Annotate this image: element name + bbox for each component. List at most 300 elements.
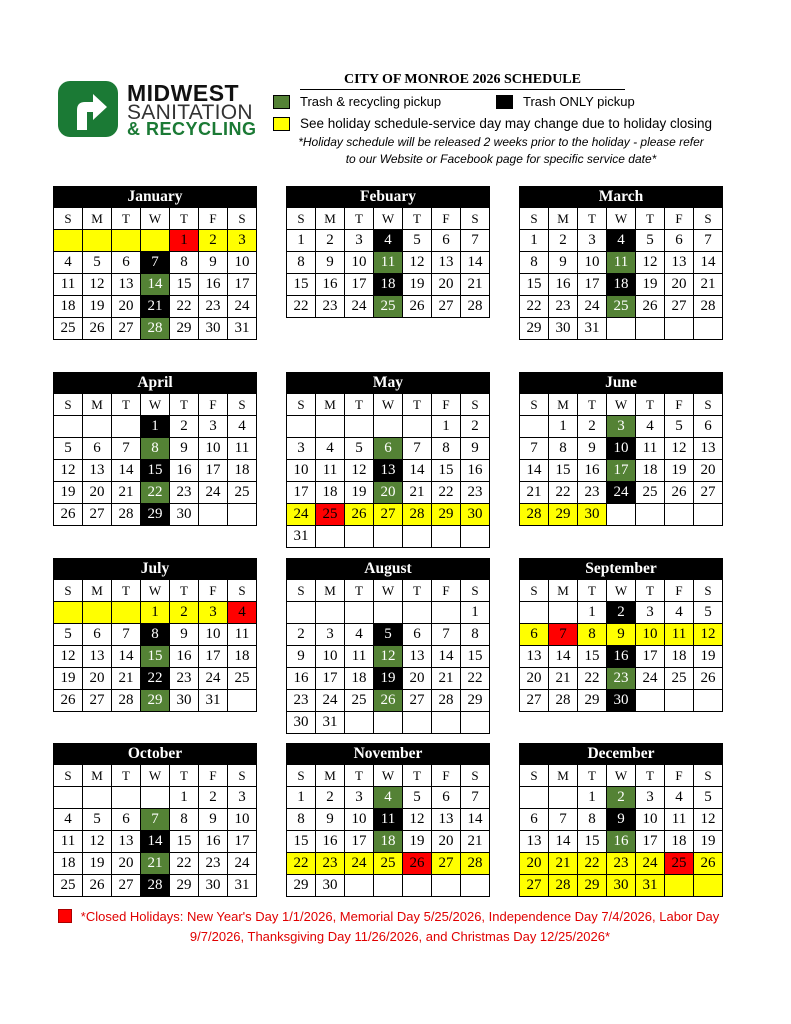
- day-cell: 10: [607, 438, 636, 460]
- day-cell: 2: [170, 416, 199, 438]
- empty-day-cell: [345, 712, 374, 734]
- logo-text-line2: SANITATION: [127, 101, 253, 124]
- day-cell: 6: [112, 252, 141, 274]
- empty-day-cell: [665, 318, 694, 340]
- empty-day-cell: [636, 318, 665, 340]
- empty-day-cell: [54, 230, 83, 252]
- day-cell: 9: [199, 252, 228, 274]
- month-october: [53, 743, 257, 897]
- empty-day-cell: [461, 526, 490, 548]
- weekday-header: S: [694, 765, 723, 787]
- day-cell: 10: [287, 460, 316, 482]
- day-cell: 4: [665, 787, 694, 809]
- day-cell: 14: [461, 809, 490, 831]
- month-july: [53, 558, 257, 712]
- day-cell: 8: [578, 624, 607, 646]
- day-cell: 12: [83, 831, 112, 853]
- weekday-header: F: [665, 394, 694, 416]
- day-cell: 16: [549, 274, 578, 296]
- holiday-note-line1: *Holiday schedule will be released 2 weeks prior to the holiday - please refer: [298, 135, 704, 149]
- day-cell: 14: [141, 831, 170, 853]
- day-cell: 17: [607, 460, 636, 482]
- day-cell: 6: [432, 230, 461, 252]
- day-cell: 19: [83, 853, 112, 875]
- day-cell: 26: [54, 690, 83, 712]
- day-cell: 23: [170, 668, 199, 690]
- day-cell: 18: [54, 296, 83, 318]
- empty-day-cell: [636, 690, 665, 712]
- day-cell: 17: [345, 274, 374, 296]
- day-cell: 13: [112, 274, 141, 296]
- day-cell: 24: [607, 482, 636, 504]
- day-cell: 25: [228, 482, 257, 504]
- day-cell: 2: [316, 787, 345, 809]
- day-cell: 21: [461, 274, 490, 296]
- day-cell: 18: [607, 274, 636, 296]
- day-cell: 4: [228, 602, 257, 624]
- day-cell: 16: [199, 274, 228, 296]
- day-cell: 28: [549, 690, 578, 712]
- day-cell: 6: [112, 809, 141, 831]
- day-cell: 6: [83, 438, 112, 460]
- day-cell: 12: [54, 460, 83, 482]
- day-cell: 22: [578, 853, 607, 875]
- day-cell: 6: [403, 624, 432, 646]
- day-cell: 28: [112, 504, 141, 526]
- empty-day-cell: [520, 787, 549, 809]
- month-march: [519, 186, 723, 340]
- weekday-header: M: [316, 765, 345, 787]
- day-cell: 23: [461, 482, 490, 504]
- weekday-header: F: [199, 580, 228, 602]
- day-cell: 1: [170, 787, 199, 809]
- day-cell: 8: [287, 809, 316, 831]
- weekday-header: F: [432, 765, 461, 787]
- empty-day-cell: [374, 526, 403, 548]
- day-cell: 4: [665, 602, 694, 624]
- empty-day-cell: [432, 526, 461, 548]
- day-cell: 15: [520, 274, 549, 296]
- empty-day-cell: [403, 712, 432, 734]
- weekday-header: M: [83, 580, 112, 602]
- day-cell: 6: [432, 787, 461, 809]
- day-cell: 10: [199, 438, 228, 460]
- day-cell: 4: [374, 787, 403, 809]
- logo-text-line3: & RECYCLING: [127, 119, 257, 139]
- weekday-header: S: [228, 394, 257, 416]
- day-cell: 5: [83, 809, 112, 831]
- weekday-header: S: [520, 580, 549, 602]
- weekday-header: F: [432, 580, 461, 602]
- day-cell: 9: [287, 646, 316, 668]
- empty-day-cell: [112, 230, 141, 252]
- day-cell: 30: [170, 690, 199, 712]
- empty-day-cell: [607, 318, 636, 340]
- day-cell: 18: [665, 646, 694, 668]
- month-title: May: [286, 372, 490, 394]
- day-cell: 31: [228, 875, 257, 897]
- day-cell: 10: [345, 252, 374, 274]
- empty-day-cell: [228, 504, 257, 526]
- day-cell: 4: [345, 624, 374, 646]
- day-cell: 6: [694, 416, 723, 438]
- day-cell: 3: [636, 787, 665, 809]
- empty-day-cell: [316, 602, 345, 624]
- month-december: [519, 743, 723, 897]
- weekday-header: S: [54, 580, 83, 602]
- weekday-header: M: [316, 208, 345, 230]
- day-cell: 17: [228, 274, 257, 296]
- empty-day-cell: [403, 602, 432, 624]
- day-cell: 13: [694, 438, 723, 460]
- day-cell: 27: [112, 318, 141, 340]
- day-cell: 25: [636, 482, 665, 504]
- weekday-header: S: [228, 580, 257, 602]
- day-cell: 19: [374, 668, 403, 690]
- day-cell: 5: [403, 787, 432, 809]
- day-cell: 24: [228, 296, 257, 318]
- day-cell: 19: [403, 831, 432, 853]
- day-cell: 12: [694, 624, 723, 646]
- day-cell: 3: [228, 230, 257, 252]
- weekday-header: W: [141, 765, 170, 787]
- month-grid: [519, 765, 723, 897]
- weekday-header: W: [141, 208, 170, 230]
- month-febuary: [286, 186, 490, 318]
- day-cell: 11: [54, 831, 83, 853]
- weekday-header: M: [83, 394, 112, 416]
- day-cell: 17: [228, 831, 257, 853]
- day-cell: 21: [520, 482, 549, 504]
- day-cell: 28: [112, 690, 141, 712]
- day-cell: 15: [578, 646, 607, 668]
- day-cell: 13: [432, 809, 461, 831]
- day-cell: 27: [403, 690, 432, 712]
- day-cell: 23: [199, 853, 228, 875]
- day-cell: 11: [228, 438, 257, 460]
- day-cell: 5: [694, 787, 723, 809]
- weekday-header: M: [549, 765, 578, 787]
- weekday-header: F: [432, 208, 461, 230]
- day-cell: 10: [228, 252, 257, 274]
- day-cell: 10: [578, 252, 607, 274]
- day-cell: 29: [461, 690, 490, 712]
- empty-day-cell: [549, 602, 578, 624]
- weekday-header: W: [374, 765, 403, 787]
- day-cell: 2: [607, 602, 636, 624]
- day-cell: 7: [694, 230, 723, 252]
- day-cell: 8: [549, 438, 578, 460]
- day-cell: 27: [520, 690, 549, 712]
- weekday-header: M: [316, 394, 345, 416]
- empty-day-cell: [549, 787, 578, 809]
- weekday-header: S: [520, 208, 549, 230]
- day-cell: 27: [520, 875, 549, 897]
- weekday-header: F: [199, 394, 228, 416]
- weekday-header: T: [345, 394, 374, 416]
- day-cell: 15: [578, 831, 607, 853]
- day-cell: 29: [287, 875, 316, 897]
- empty-day-cell: [432, 712, 461, 734]
- day-cell: 25: [54, 318, 83, 340]
- weekday-header: M: [549, 580, 578, 602]
- weekday-header: S: [520, 394, 549, 416]
- day-cell: 10: [228, 809, 257, 831]
- day-cell: 3: [578, 230, 607, 252]
- day-cell: 11: [665, 809, 694, 831]
- day-cell: 2: [549, 230, 578, 252]
- day-cell: 2: [316, 230, 345, 252]
- month-title: July: [53, 558, 257, 580]
- day-cell: 29: [578, 690, 607, 712]
- month-grid: [519, 394, 723, 526]
- month-grid: [286, 580, 490, 734]
- day-cell: 14: [549, 831, 578, 853]
- empty-day-cell: [112, 416, 141, 438]
- empty-day-cell: [199, 504, 228, 526]
- day-cell: 21: [694, 274, 723, 296]
- weekday-header: F: [665, 580, 694, 602]
- weekday-header: T: [578, 580, 607, 602]
- day-cell: 21: [141, 296, 170, 318]
- legend-recycle-swatch: [273, 95, 290, 109]
- day-cell: 17: [636, 831, 665, 853]
- day-cell: 3: [199, 602, 228, 624]
- day-cell: 2: [170, 602, 199, 624]
- day-cell: 20: [403, 668, 432, 690]
- weekday-header: S: [694, 394, 723, 416]
- day-cell: 28: [520, 504, 549, 526]
- day-cell: 4: [228, 416, 257, 438]
- day-cell: 14: [112, 460, 141, 482]
- day-cell: 26: [374, 690, 403, 712]
- weekday-header: M: [83, 765, 112, 787]
- day-cell: 26: [403, 853, 432, 875]
- day-cell: 5: [54, 624, 83, 646]
- day-cell: 23: [199, 296, 228, 318]
- day-cell: 29: [170, 875, 199, 897]
- day-cell: 18: [345, 668, 374, 690]
- day-cell: 27: [374, 504, 403, 526]
- day-cell: 30: [461, 504, 490, 526]
- day-cell: 7: [461, 230, 490, 252]
- weekday-header: S: [228, 208, 257, 230]
- weekday-header: S: [520, 765, 549, 787]
- day-cell: 26: [345, 504, 374, 526]
- weekday-header: M: [83, 208, 112, 230]
- closed-holidays-footnote: *Closed Holidays: New Year's Day 1/1/2026, Memorial Day 5/25/2026, Independence Day 7/4/2026, Labor Day 9/7/2026, Thanksgiving Day 11/26/2026, and Christmas Day 12/25/2026*: [80, 909, 720, 944]
- day-cell: 22: [287, 296, 316, 318]
- day-cell: 26: [83, 875, 112, 897]
- day-cell: 3: [636, 602, 665, 624]
- day-cell: 14: [112, 646, 141, 668]
- day-cell: 27: [83, 504, 112, 526]
- day-cell: 12: [345, 460, 374, 482]
- weekday-header: S: [287, 208, 316, 230]
- day-cell: 22: [141, 668, 170, 690]
- weekday-header: W: [374, 394, 403, 416]
- weekday-header: S: [54, 765, 83, 787]
- legend-holiday-label: See holiday schedule-service day may change due to holiday closing: [300, 116, 713, 131]
- day-cell: 16: [287, 668, 316, 690]
- day-cell: 13: [403, 646, 432, 668]
- day-cell: 2: [578, 416, 607, 438]
- day-cell: 21: [549, 668, 578, 690]
- weekday-header: T: [578, 765, 607, 787]
- day-cell: 5: [345, 438, 374, 460]
- day-cell: 20: [520, 853, 549, 875]
- day-cell: 5: [665, 416, 694, 438]
- legend-recycle-label: Trash & recycling pickup: [300, 94, 442, 109]
- day-cell: 1: [141, 416, 170, 438]
- day-cell: 21: [432, 668, 461, 690]
- day-cell: 4: [607, 230, 636, 252]
- day-cell: 28: [403, 504, 432, 526]
- day-cell: 1: [287, 230, 316, 252]
- day-cell: 5: [374, 624, 403, 646]
- day-cell: 9: [170, 438, 199, 460]
- day-cell: 10: [636, 624, 665, 646]
- day-cell: 23: [578, 482, 607, 504]
- day-cell: 19: [345, 482, 374, 504]
- empty-day-cell: [665, 504, 694, 526]
- empty-day-cell: [694, 318, 723, 340]
- day-cell: 24: [578, 296, 607, 318]
- empty-day-cell: [461, 875, 490, 897]
- holiday-note: [296, 134, 706, 168]
- weekday-header: W: [374, 208, 403, 230]
- day-cell: 30: [578, 504, 607, 526]
- weekday-header: W: [374, 580, 403, 602]
- weekday-header: T: [578, 208, 607, 230]
- day-cell: 27: [432, 296, 461, 318]
- day-cell: 7: [141, 252, 170, 274]
- empty-day-cell: [694, 875, 723, 897]
- day-cell: 1: [578, 602, 607, 624]
- day-cell: 20: [112, 296, 141, 318]
- day-cell: 7: [432, 624, 461, 646]
- day-cell: 14: [520, 460, 549, 482]
- holiday-note-line2: to our Website or Facebook page for specific service date*: [345, 152, 657, 166]
- day-cell: 24: [228, 853, 257, 875]
- day-cell: 5: [636, 230, 665, 252]
- day-cell: 4: [54, 252, 83, 274]
- weekday-header: S: [54, 208, 83, 230]
- day-cell: 18: [228, 460, 257, 482]
- day-cell: 24: [316, 690, 345, 712]
- day-cell: 8: [578, 809, 607, 831]
- day-cell: 26: [665, 482, 694, 504]
- day-cell: 11: [374, 809, 403, 831]
- empty-day-cell: [83, 230, 112, 252]
- day-cell: 31: [578, 318, 607, 340]
- month-grid: [286, 394, 490, 548]
- empty-day-cell: [520, 416, 549, 438]
- day-cell: 15: [170, 831, 199, 853]
- day-cell: 22: [578, 668, 607, 690]
- day-cell: 15: [287, 831, 316, 853]
- day-cell: 17: [345, 831, 374, 853]
- month-title: September: [519, 558, 723, 580]
- weekday-header: W: [607, 208, 636, 230]
- day-cell: 27: [665, 296, 694, 318]
- day-cell: 6: [520, 624, 549, 646]
- day-cell: 15: [287, 274, 316, 296]
- day-cell: 23: [170, 482, 199, 504]
- day-cell: 24: [345, 296, 374, 318]
- day-cell: 20: [520, 668, 549, 690]
- day-cell: 7: [549, 624, 578, 646]
- day-cell: 9: [607, 809, 636, 831]
- day-cell: 20: [112, 853, 141, 875]
- day-cell: 5: [403, 230, 432, 252]
- day-cell: 13: [432, 252, 461, 274]
- day-cell: 19: [694, 831, 723, 853]
- empty-day-cell: [345, 416, 374, 438]
- day-cell: 30: [316, 875, 345, 897]
- empty-day-cell: [665, 875, 694, 897]
- day-cell: 20: [83, 668, 112, 690]
- day-cell: 13: [83, 646, 112, 668]
- empty-day-cell: [83, 416, 112, 438]
- day-cell: 11: [374, 252, 403, 274]
- month-title: June: [519, 372, 723, 394]
- empty-day-cell: [316, 416, 345, 438]
- empty-day-cell: [374, 416, 403, 438]
- day-cell: 25: [316, 504, 345, 526]
- day-cell: 24: [636, 853, 665, 875]
- day-cell: 27: [83, 690, 112, 712]
- day-cell: 11: [228, 624, 257, 646]
- day-cell: 18: [374, 274, 403, 296]
- day-cell: 13: [112, 831, 141, 853]
- day-cell: 26: [636, 296, 665, 318]
- day-cell: 1: [170, 230, 199, 252]
- day-cell: 11: [607, 252, 636, 274]
- day-cell: 28: [141, 318, 170, 340]
- day-cell: 26: [694, 668, 723, 690]
- day-cell: 29: [141, 504, 170, 526]
- day-cell: 11: [665, 624, 694, 646]
- empty-day-cell: [520, 602, 549, 624]
- day-cell: 28: [461, 296, 490, 318]
- day-cell: 26: [83, 318, 112, 340]
- day-cell: 18: [228, 646, 257, 668]
- day-cell: 12: [403, 809, 432, 831]
- legend-trash-swatch: [496, 95, 513, 109]
- day-cell: 16: [578, 460, 607, 482]
- weekday-header: F: [665, 765, 694, 787]
- day-cell: 22: [461, 668, 490, 690]
- day-cell: 4: [374, 230, 403, 252]
- day-cell: 16: [316, 274, 345, 296]
- day-cell: 31: [316, 712, 345, 734]
- day-cell: 9: [170, 624, 199, 646]
- day-cell: 26: [54, 504, 83, 526]
- day-cell: 8: [141, 438, 170, 460]
- day-cell: 4: [636, 416, 665, 438]
- weekday-header: M: [549, 208, 578, 230]
- day-cell: 9: [316, 252, 345, 274]
- weekday-header: S: [54, 394, 83, 416]
- empty-day-cell: [432, 602, 461, 624]
- day-cell: 15: [549, 460, 578, 482]
- day-cell: 19: [54, 668, 83, 690]
- weekday-header: F: [432, 394, 461, 416]
- day-cell: 22: [287, 853, 316, 875]
- day-cell: 29: [549, 504, 578, 526]
- day-cell: 8: [170, 809, 199, 831]
